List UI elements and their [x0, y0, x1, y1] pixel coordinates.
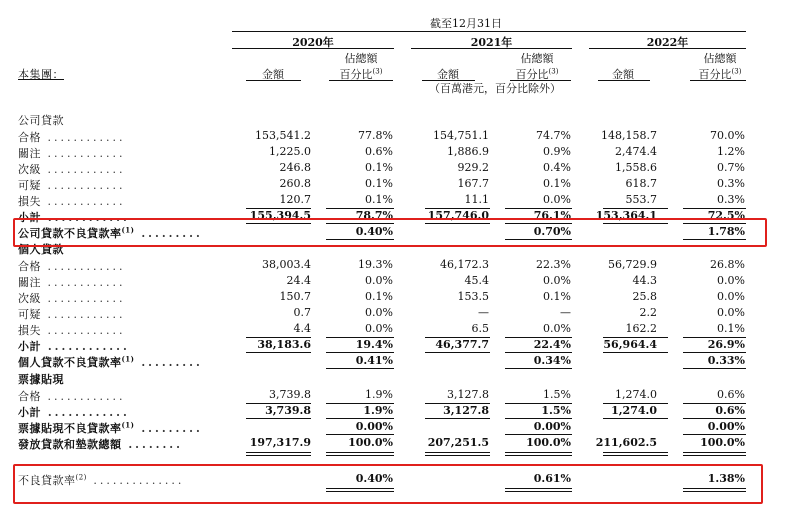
cell-value: 553.7: [625, 192, 657, 206]
row-corporate-2: [18, 161, 125, 177]
cell-value: 3,739.8: [269, 387, 311, 401]
cell-value: 0.1%: [543, 176, 571, 190]
cell-value: 0.1%: [717, 321, 745, 335]
subtotal-personal: [18, 338, 130, 354]
amount-header: 金額: [612, 68, 634, 81]
subtotal-bottomline: [603, 418, 668, 419]
cell-value: 38,003.4: [262, 257, 311, 271]
overall-npl-text: 不良貸款率: [18, 474, 76, 487]
cell-value: 0.1%: [365, 289, 393, 303]
amount-header: 金額: [437, 68, 459, 81]
leader-dots: ............: [41, 389, 126, 403]
cell-value: 0.6%: [717, 387, 745, 401]
cell-value: 618.7: [625, 176, 657, 190]
leader-dots: .........: [134, 226, 203, 240]
npl-discount-note: (1): [121, 420, 135, 430]
cell-value: 0.41%: [355, 353, 393, 367]
cell-value: 4.4: [293, 321, 311, 335]
row-personal-4: [18, 322, 125, 338]
amount-header: 金額: [262, 68, 284, 81]
cell-value: 0.1%: [365, 176, 393, 190]
npl-personal: [18, 354, 203, 370]
row-personal-2-text: 次級: [18, 291, 41, 305]
cell-value: 19.4%: [355, 337, 393, 351]
cell-value: 0.00%: [533, 419, 571, 433]
cell-value: 0.1%: [365, 160, 393, 174]
cell-value: 207,251.5: [427, 436, 489, 450]
leader-dots: ............: [41, 275, 126, 289]
cell-value: 22.4%: [533, 337, 571, 351]
pct-header-text: 百分比: [698, 68, 732, 81]
cell-value: 0.7: [293, 305, 311, 319]
section-title-personal-text: 個人貸款: [18, 243, 64, 256]
cell-value: 56,729.9: [608, 257, 657, 271]
total-row: [18, 436, 183, 452]
leader-dots: ............: [41, 405, 130, 419]
cell-value: 0.4%: [543, 160, 571, 174]
total-underline2: [603, 455, 668, 456]
cell-value: 46,172.3: [440, 257, 489, 271]
section-title-discount: [18, 371, 64, 387]
total-underline: [603, 452, 668, 453]
total-underline: [505, 452, 572, 453]
cell-value: 153,541.2: [255, 128, 311, 142]
cell-value: 38,183.6: [257, 337, 311, 351]
row-personal-3-text: 可疑: [18, 307, 41, 321]
leader-dots: ............: [41, 323, 126, 337]
pct-header-1: 佔總額: [344, 52, 378, 65]
cell-value: 0.70%: [533, 224, 571, 238]
leader-dots: ............: [41, 146, 126, 160]
cell-value: 0.00%: [355, 419, 393, 433]
row-discount-0: [18, 388, 125, 404]
row-personal-2: [18, 290, 125, 306]
leader-dots: ............: [41, 307, 126, 321]
row-corporate-2-text: 次級: [18, 162, 41, 176]
cell-value: 0.7%: [717, 160, 745, 174]
cell-value: 46,377.7: [435, 337, 489, 351]
npl-corporate-text: 公司貸款不良貸款率: [18, 226, 122, 240]
cell-value: 0.00%: [707, 419, 745, 433]
npl-underline: [326, 434, 394, 435]
header-underline: [246, 80, 301, 81]
header-underline: [329, 80, 393, 81]
total-underline2: [425, 455, 490, 456]
row-corporate-4: [18, 193, 125, 209]
cell-value: 0.0%: [365, 321, 393, 335]
pct-header-note: (3): [548, 67, 559, 76]
cell-value: —: [560, 305, 571, 319]
npl-underline: [505, 368, 572, 369]
row-corporate-0: [18, 129, 125, 145]
cell-value: 148,158.7: [601, 128, 657, 142]
npl-corporate-note: (1): [121, 225, 135, 235]
leader-dots: ............: [41, 178, 126, 192]
npl-discount-text: 票據貼現不良貸款率: [18, 421, 122, 435]
period-header: 截至12月31日: [430, 17, 502, 30]
highlight-box-corporate-npl: [13, 218, 767, 247]
highlight-box-overall-npl: [13, 464, 763, 504]
cell-value: 155,394.5: [249, 208, 311, 222]
total-underline: [425, 452, 490, 453]
cell-value: 74.7%: [536, 128, 571, 142]
cell-value: 1,225.0: [269, 144, 311, 158]
cell-value: 0.0%: [717, 273, 745, 287]
npl-underline: [683, 368, 746, 369]
cell-value: 45.4: [464, 273, 489, 287]
row-personal-1-text: 關注: [18, 275, 41, 289]
section-title-discount-text: 票據貼現: [18, 373, 64, 386]
pct-header-note: (3): [372, 67, 383, 76]
row-personal-4-text: 損失: [18, 323, 41, 337]
leader-dots: ........: [121, 438, 183, 452]
total-underline: [246, 452, 311, 453]
cell-value: 0.9%: [543, 144, 571, 158]
cell-value: 2,474.4: [615, 144, 657, 158]
cell-value: 70.0%: [710, 128, 745, 142]
npl-personal-note: (1): [121, 354, 135, 364]
cell-value: 2.2: [639, 305, 657, 319]
cell-value: 0.6%: [715, 403, 745, 417]
total-underline2: [326, 455, 394, 456]
subtotal-bottomline: [603, 352, 668, 353]
cell-value: 1.38%: [707, 472, 745, 485]
group-label: 本集團：: [18, 68, 64, 81]
total-underline: [326, 452, 394, 453]
cell-value: —: [478, 305, 489, 319]
cell-value: 1.2%: [717, 144, 745, 158]
leader-dots: ............: [41, 194, 126, 208]
year-header: 2020年: [292, 36, 334, 49]
cell-value: 25.8: [632, 289, 657, 303]
pct-header-text: 百分比: [339, 68, 373, 81]
unit-note: （百萬港元，百分比除外）: [429, 82, 561, 95]
row-corporate-4-text: 損失: [18, 194, 41, 208]
leader-dots: ..............: [86, 474, 185, 487]
cell-value: 197,317.9: [249, 436, 311, 450]
cell-value: 0.0%: [543, 192, 571, 206]
cell-value: 0.33%: [707, 353, 745, 367]
header-underline: [690, 80, 746, 81]
cell-value: 19.3%: [358, 257, 393, 271]
cell-value: 3,127.8: [443, 403, 489, 417]
total-underline2: [246, 455, 311, 456]
subtotal-personal-text: 小計: [18, 339, 41, 353]
cell-value: 3,127.8: [447, 387, 489, 401]
section-title-corporate: [18, 112, 64, 128]
cell-value: 56,964.4: [603, 337, 657, 351]
row-personal-3: [18, 306, 125, 322]
row-corporate-3: [18, 177, 125, 193]
subtotal-discount: [18, 404, 130, 420]
cell-value: 0.40%: [355, 224, 393, 238]
cell-value: 929.2: [457, 160, 489, 174]
cell-value: 150.7: [279, 289, 311, 303]
subtotal-bottomline: [425, 418, 490, 419]
cell-value: 0.0%: [543, 273, 571, 287]
row-corporate-3-text: 可疑: [18, 178, 41, 192]
total-underline2: [505, 455, 572, 456]
cell-value: 162.2: [625, 321, 657, 335]
cell-value: 0.0%: [543, 321, 571, 335]
cell-value: 120.7: [279, 192, 311, 206]
pct-header-1: 佔總額: [520, 52, 554, 65]
cell-value: 77.8%: [358, 128, 393, 142]
year-header: 2022年: [646, 36, 689, 49]
cell-value: 246.8: [279, 160, 311, 174]
cell-value: 100.0%: [700, 436, 745, 450]
cell-value: 1.9%: [363, 403, 393, 417]
cell-value: 0.0%: [365, 305, 393, 319]
cell-value: 154,751.1: [433, 128, 489, 142]
npl-underline: [683, 434, 746, 435]
cell-value: 76.1%: [533, 208, 571, 222]
cell-value: 1.5%: [543, 387, 571, 401]
cell-value: 100.0%: [526, 436, 571, 450]
section-title-corporate-text: 公司貸款: [18, 114, 64, 127]
leader-dots: .........: [134, 355, 203, 369]
cell-value: 0.61%: [533, 472, 571, 485]
leader-dots: ............: [41, 162, 126, 176]
cell-value: 44.3: [632, 273, 657, 287]
cell-value: 1.9%: [365, 387, 393, 401]
year-underline: [589, 48, 746, 49]
leader-dots: ............: [41, 259, 126, 273]
cell-value: 0.34%: [533, 353, 571, 367]
leader-dots: ............: [41, 291, 126, 305]
row-discount-0-text: 合格: [18, 389, 41, 403]
year-underline: [411, 48, 572, 49]
cell-value: 1,558.6: [615, 160, 657, 174]
row-personal-1: [18, 274, 125, 290]
cell-value: 153,364.1: [595, 208, 657, 222]
cell-value: 1.78%: [707, 224, 745, 238]
npl-personal-text: 個人貸款不良貸款率: [18, 355, 122, 369]
cell-value: 260.8: [279, 176, 311, 190]
subtotal-bottomline: [425, 352, 490, 353]
cell-value: 211,602.5: [595, 436, 657, 450]
cell-value: 0.0%: [717, 305, 745, 319]
subtotal-bottomline: [246, 418, 311, 419]
cell-value: 0.40%: [355, 472, 393, 485]
pct-header-text: 百分比: [515, 68, 549, 81]
cell-value: 22.3%: [536, 257, 571, 271]
cell-value: 157,746.0: [427, 208, 489, 222]
cell-value: 0.6%: [365, 144, 393, 158]
cell-value: 1,886.9: [447, 144, 489, 158]
total-row-text: 發放貸款和墊款總額: [18, 438, 122, 452]
pct-header-1: 佔總額: [703, 52, 737, 65]
total-underline: [683, 452, 746, 453]
npl-underline: [505, 434, 572, 435]
period-underline: [232, 31, 746, 32]
cell-value: 6.5: [471, 321, 489, 335]
cell-value: 167.7: [457, 176, 489, 190]
cell-value: 0.1%: [543, 289, 571, 303]
leader-dots: ............: [41, 339, 130, 353]
cell-value: 26.8%: [710, 257, 745, 271]
subtotal-bottomline: [246, 352, 311, 353]
header-underline: [598, 80, 650, 81]
year-underline: [232, 48, 394, 49]
total-underline2: [683, 455, 746, 456]
cell-value: 78.7%: [355, 208, 393, 222]
leader-dots: ............: [41, 210, 130, 224]
overall-npl-note: (2): [75, 473, 87, 482]
cell-value: 11.1: [464, 192, 489, 206]
cell-value: 0.0%: [717, 289, 745, 303]
cell-value: 0.0%: [365, 273, 393, 287]
cell-value: 100.0%: [348, 436, 393, 450]
subtotal-corporate-text: 小計: [18, 210, 41, 224]
cell-value: 0.1%: [365, 192, 393, 206]
subtotal-discount-text: 小計: [18, 405, 41, 419]
row-corporate-0-text: 合格: [18, 130, 41, 144]
cell-value: 1,274.0: [615, 387, 657, 401]
npl-underline: [326, 368, 394, 369]
cell-value: 3,739.8: [265, 403, 311, 417]
year-header: 2021年: [470, 36, 513, 49]
row-personal-0: [18, 258, 125, 274]
cell-value: 1,274.0: [611, 403, 657, 417]
cell-value: 26.9%: [707, 337, 745, 351]
cell-value: 1.5%: [541, 403, 571, 417]
pct-header-note: (3): [731, 67, 742, 76]
cell-value: 0.3%: [717, 192, 745, 206]
cell-value: 0.3%: [717, 176, 745, 190]
cell-value: 72.5%: [707, 208, 745, 222]
row-corporate-1: [18, 145, 125, 161]
row-corporate-1-text: 關注: [18, 146, 41, 160]
cell-value: 24.4: [286, 273, 311, 287]
leader-dots: ............: [41, 130, 126, 144]
npl-discount: [18, 420, 203, 436]
leader-dots: .........: [134, 421, 203, 435]
cell-value: 153.5: [457, 289, 489, 303]
row-personal-0-text: 合格: [18, 259, 41, 273]
